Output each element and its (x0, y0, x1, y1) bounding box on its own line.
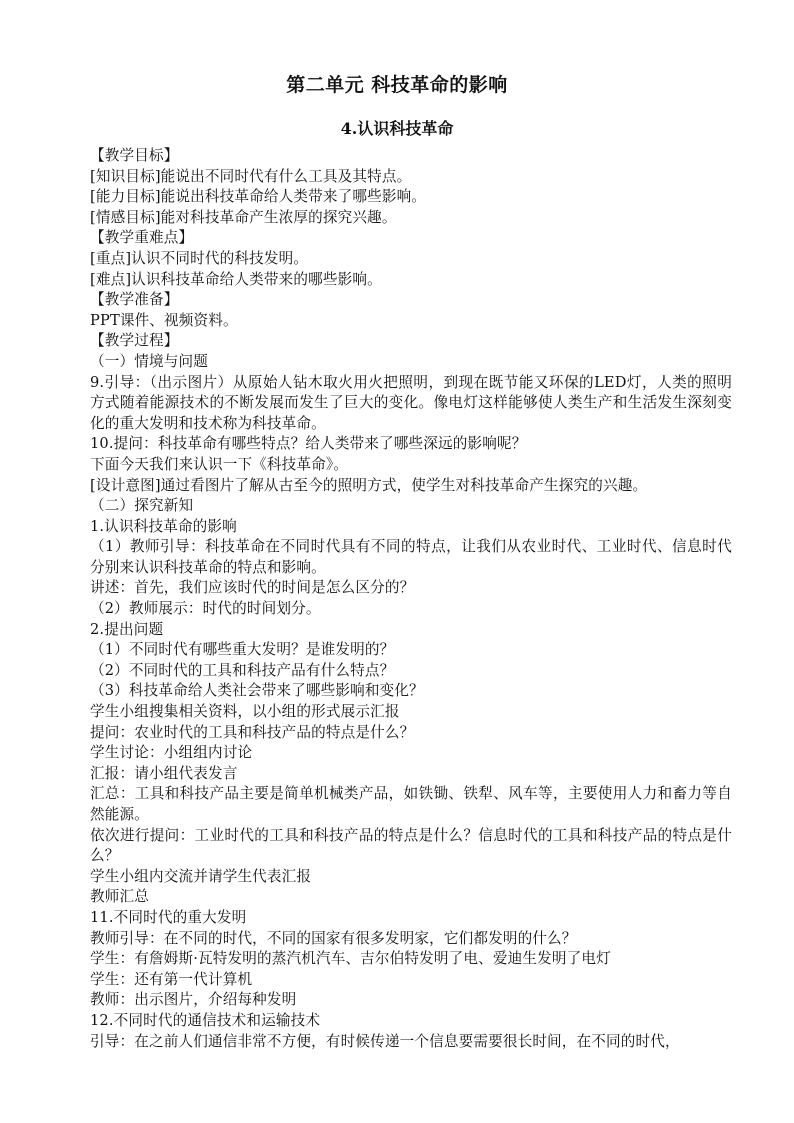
list-item: （2）不同时代的工具和科技产品有什么特点？ (90, 661, 395, 679)
numbered-heading: 11.不同时代的重大发明 (90, 908, 247, 926)
numbered-heading: 12.不同时代的通信技术和运输技术 (90, 1011, 321, 1029)
paragraph: 学生：有詹姆斯·瓦特发明的蒸汽机汽车、吉尔伯特发明了电、爱迪生发明了电灯 (90, 950, 611, 968)
subsection-heading: （二）探究新知 (90, 497, 194, 515)
paragraph: 引导：在之前人们通信非常不方便，有时候传递一个信息要需要很长时间，在不同的时代， (90, 1032, 680, 1050)
subsection-heading: （一）情境与问题 (90, 352, 208, 370)
paragraph: 学生：还有第一代计算机 (90, 970, 253, 988)
paragraph: （2）教师展示：时代的时间划分。 (90, 600, 321, 618)
paragraph: 下面今天我们来认识一下《科技革命》。 (90, 455, 349, 473)
lesson-title: 4.认识科技革命 (340, 119, 454, 138)
section-heading: 【教学准备】 (90, 291, 179, 309)
document-body (90, 146, 732, 1052)
paragraph-guide: 9.引导：（出示图片）从原始人钻木取火用火把照明，到现在既节能又环保的LED灯，人类的照明方式随着能源技术的不断发展而发生了巨大的变化。像电灯这样能够使人类生产和生活发生深刻变化的重大发明和技术称为科技革命。 (90, 373, 732, 432)
paragraph: 教师：出示图片，介绍每种发明 (90, 991, 297, 1009)
paragraph: 教师汇总 (90, 888, 149, 906)
difficult-point: [难点]认识科技革命给人类带来的哪些影响。 (90, 270, 382, 288)
paragraph-question: 10.提问：科技革命有哪些特点？给人类带来了哪些深远的影响呢？ (90, 435, 527, 453)
list-item: （1）不同时代有哪些重大发明？是谁发明的？ (90, 641, 395, 659)
list-item: （3）科技革命给人类社会带来了哪些影响和变化？ (90, 682, 424, 700)
paragraph: 汇总：工具和科技产品主要是简单机械类产品，如铁锄、铁犁、风车等，主要使用人力和畜力等自然能源。 (90, 785, 732, 823)
design-intent: [设计意图]通过看图片了解从古至今的照明方式，使学生对科技革命产生探究的兴趣。 (90, 476, 648, 494)
paragraph: 讲述：首先，我们应该时代的时间是怎么区分的？ (90, 579, 415, 597)
objective-knowledge: [知识目标]能说出不同时代有什么工具及其特点。 (90, 167, 412, 185)
key-point: [重点]认识不同时代的科技发明。 (90, 249, 309, 267)
page-title: 第二单元 科技革命的影响 (286, 74, 508, 96)
objective-emotion: [情感目标]能对科技革命产生浓厚的探究兴趣。 (90, 208, 397, 226)
objective-ability: [能力目标]能说出科技革命给人类带来了哪些影响。 (90, 188, 427, 206)
section-heading: 【教学过程】 (90, 332, 179, 350)
paragraph: 学生小组内交流并请学生代表汇报 (90, 867, 312, 885)
preparation: PPT课件、视频资料。 (90, 311, 238, 329)
paragraph: 提问：农业时代的工具和科技产品的特点是什么？ (90, 723, 415, 741)
paragraph: （1）教师引导：科技革命在不同时代具有不同的特点，让我们从农业时代、工业时代、信息时代分别来认识科技革命的特点和影响。 (90, 538, 732, 576)
paragraph: 学生小组搜集相关资料，以小组的形式展示汇报 (90, 703, 400, 721)
paragraph: 教师引导：在不同的时代，不同的国家有很多发明家，它们都发明的什么？ (90, 929, 577, 947)
paragraph: 汇报：请小组代表发言 (90, 764, 238, 782)
paragraph: 依次进行提问：工业时代的工具和科技产品的特点是什么？信息时代的工具和科技产品的特点是什么？ (90, 826, 732, 865)
numbered-heading: 2.提出问题 (90, 620, 164, 638)
paragraph: 学生讨论：小组组内讨论 (90, 744, 253, 762)
section-heading: 【教学重难点】 (90, 229, 194, 247)
numbered-heading: 1.认识科技革命的影响 (90, 517, 237, 535)
section-heading: 【教学目标】 (90, 147, 179, 164)
